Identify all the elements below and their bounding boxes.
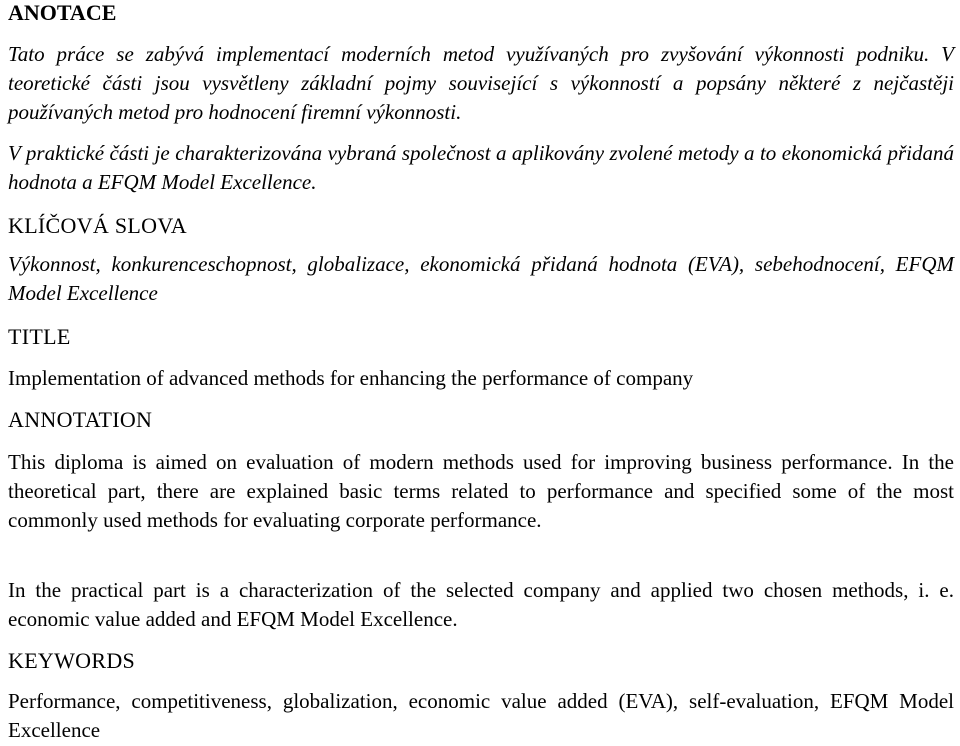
annotation-heading: ANNOTATION [8,407,153,432]
keywords-text: Performance, competitiveness, globalization, economic value added (EVA), self-evaluation, EFQM Model Excellence [8,689,954,742]
anotace-paragraph-1: Tato práce se zabývá implementací moderních metod využívaných pro zvyšování výkonnosti podniku. V teoretické části jsou vysvětleny základní pojmy související s výkonností a popsány některé z nejčastěji používaných metod pro hodnocení firemní výkonnosti. [8,42,954,124]
annotation-paragraph-2: In the practical part is a characterization of the selected company and applied two chosen methods, i. e. economic value added and EFQM Model Excellence. [8,578,954,631]
klicova-slova-text: Výkonnost, konkurenceschopnost, globalizace, ekonomická přidaná hodnota (EVA), sebehodnocení, EFQM Model Excellence [8,252,954,305]
keywords-heading: KEYWORDS [8,648,136,673]
annotation-paragraph-1: This diploma is aimed on evaluation of modern methods used for improving business performance. In the theoretical part, there are explained basic terms related to performance and specified some of the most commonly used methods for evaluating corporate performance. [8,450,954,532]
title-text: Implementation of advanced methods for enhancing the performance of company [8,366,694,390]
anotace-heading: ANOTACE [8,0,117,25]
title-heading: TITLE [8,324,71,349]
anotace-paragraph-2: V praktické části je charakterizována vybraná společnost a aplikovány zvolené metody a to ekonomická přidaná hodnota a EFQM Model Excellence. [8,141,954,194]
klicova-slova-heading: KLÍČOVÁ SLOVA [8,213,187,238]
